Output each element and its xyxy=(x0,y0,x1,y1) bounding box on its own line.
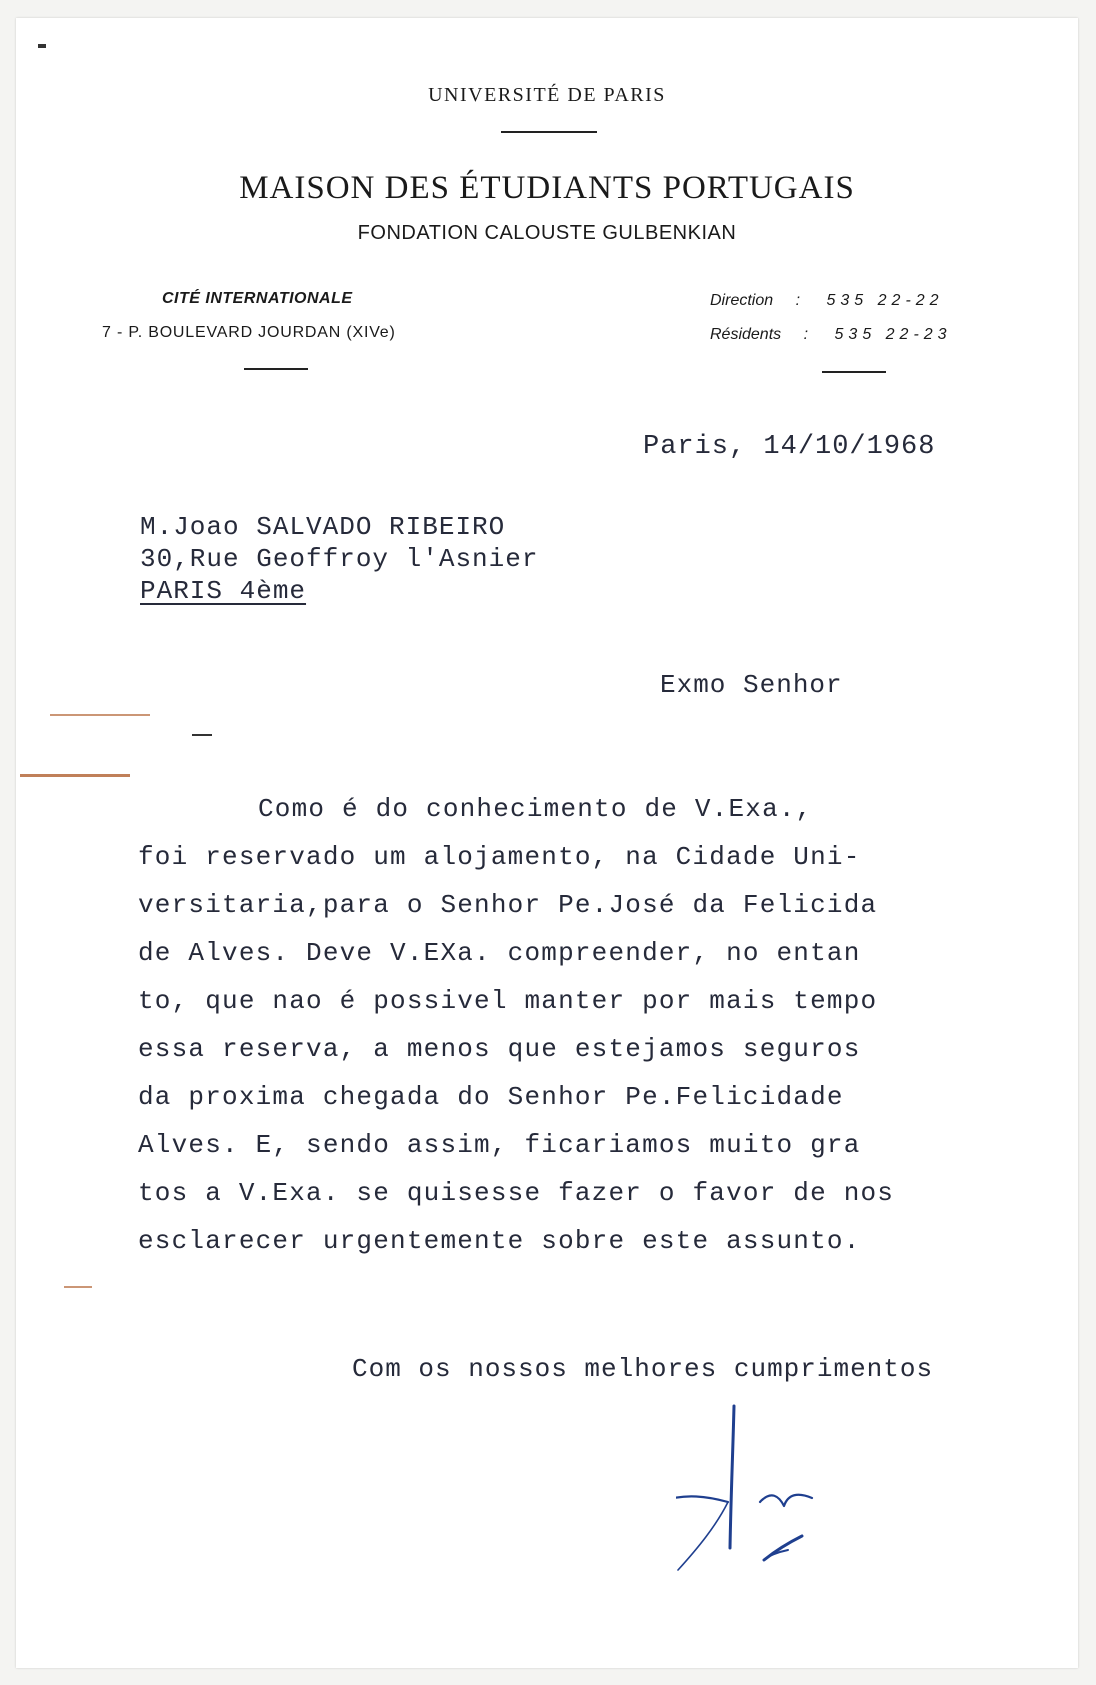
phone-number: 535 22-22 xyxy=(826,292,944,309)
body-line: da proxima chegada do Senhor Pe.Felicidade xyxy=(138,1082,844,1112)
rust-speck xyxy=(64,1286,92,1288)
rust-speck xyxy=(50,714,150,716)
body-line: foi reservado um alojamento, na Cidade Uni- xyxy=(138,842,861,872)
phone-residents xyxy=(710,326,952,344)
phone-separator: : xyxy=(795,292,801,309)
body-line: de Alves. Deve V.EXa. compreender, no entan xyxy=(138,938,861,968)
addressee-name: M.Joao SALVADO RIBEIRO xyxy=(140,512,506,542)
body-line: esclarecer urgentemente sobre este assunto. xyxy=(138,1226,861,1256)
closing-line: Com os nossos melhores cumprimentos xyxy=(352,1354,934,1384)
phone-label: Résidents xyxy=(710,326,782,343)
foundation-name: FONDATION CALOUSTE GULBENKIAN xyxy=(357,222,737,244)
body-line: essa reserva, a menos que estejamos seguros xyxy=(138,1034,861,1064)
addressee-city: PARIS 4ème xyxy=(140,576,307,606)
cite-label: CITÉ INTERNATIONALE xyxy=(162,290,353,307)
header-divider xyxy=(501,131,597,133)
institution-title: MAISON DES ÉTUDIANTS PORTUGAIS xyxy=(239,170,855,206)
address-divider xyxy=(244,368,308,370)
rust-speck xyxy=(20,774,130,777)
street-address: 7 - P. BOULEVARD JOURDAN (XIVe) xyxy=(102,324,396,341)
phone-direction xyxy=(710,292,944,310)
phone-separator: : xyxy=(803,326,809,343)
body-line: to, que nao é possivel manter por mais tempo xyxy=(138,986,878,1016)
body-line: Como é do conhecimento de V.Exa., xyxy=(258,794,813,824)
phone-number: 535 22-23 xyxy=(834,326,952,343)
phone-divider xyxy=(822,371,886,373)
salutation: Exmo Senhor xyxy=(660,670,843,700)
letter-sheet xyxy=(16,18,1078,1668)
body-line: Alves. E, sendo assim, ficariamos muito gra xyxy=(138,1130,861,1160)
handwritten-signature xyxy=(676,1398,876,1598)
university-name: UNIVERSITÉ DE PARIS xyxy=(428,84,666,106)
body-line: versitaria,para o Senhor Pe.José da Felicida xyxy=(138,890,878,920)
corner-mark xyxy=(38,44,46,48)
addressee-street: 30,Rue Geoffroy l'Asnier xyxy=(140,544,539,574)
body-line: tos a V.Exa. se quisesse fazer o favor de nos xyxy=(138,1178,895,1208)
pen-dash xyxy=(192,734,212,736)
phone-label: Direction xyxy=(710,292,774,309)
letter-date: Paris, 14/10/1968 xyxy=(643,432,936,462)
